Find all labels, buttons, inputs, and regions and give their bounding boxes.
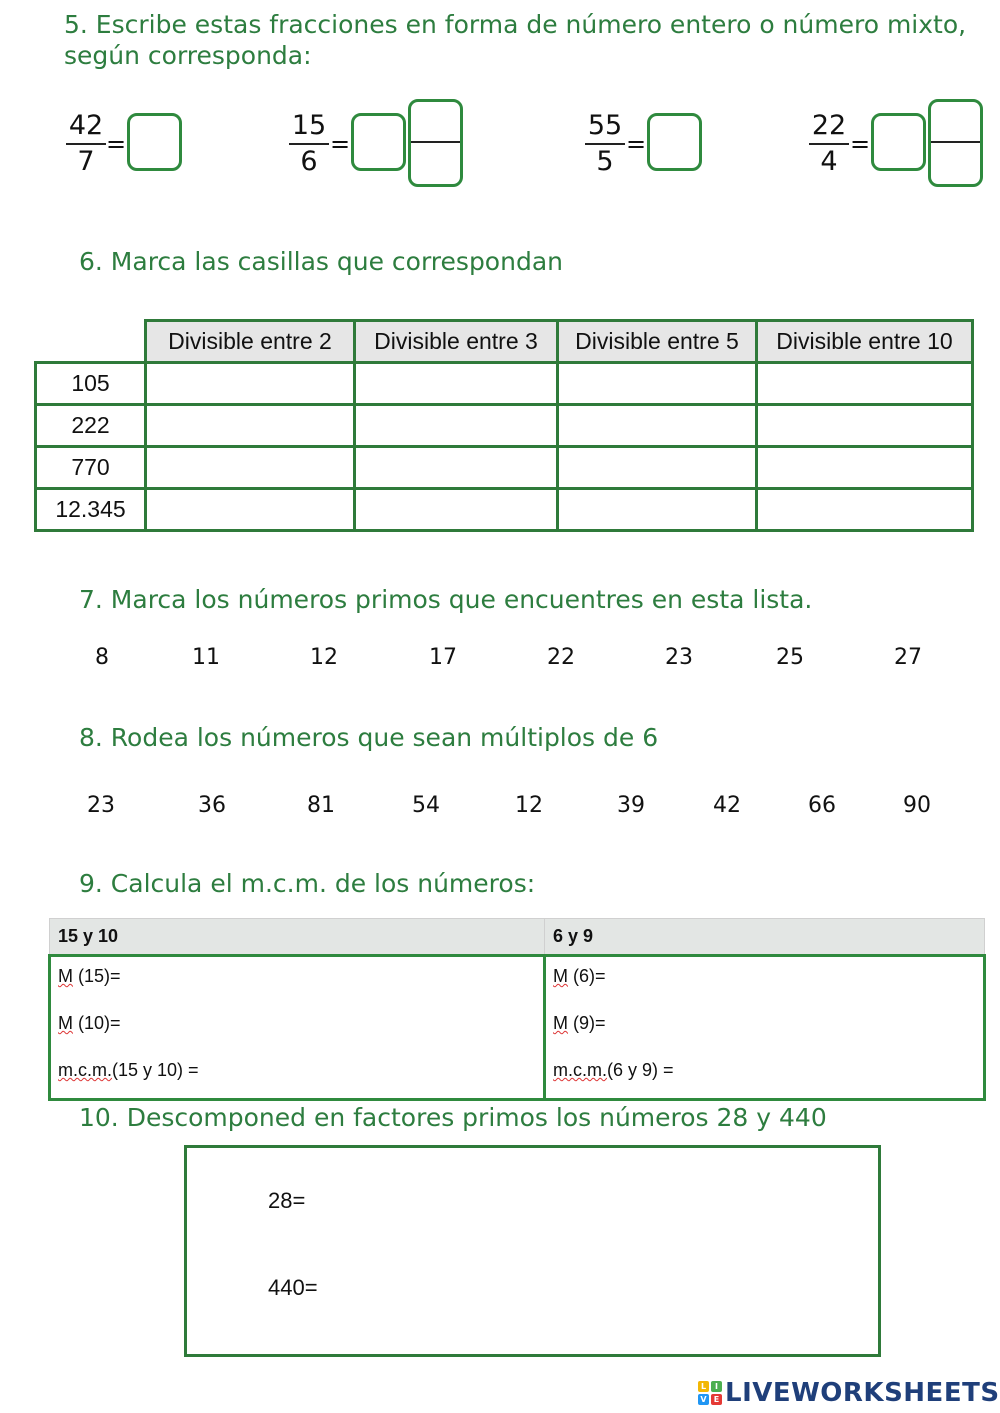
fraction-numerator: 22 [809,111,849,145]
factor-440-label: 440= [268,1275,318,1300]
prime-candidate[interactable]: 17 [429,645,457,670]
equals-sign: = [850,130,871,158]
row-label: 105 [36,363,146,405]
logo-tile: L [698,1381,709,1392]
multiple-candidate[interactable]: 81 [307,793,335,818]
fraction-numerator: 55 [585,111,625,145]
s7-heading: 7. Marca los números primos que encuentres en esta lista. [79,585,813,614]
prime-candidate[interactable]: 22 [547,645,575,670]
checkbox-cell[interactable] [355,489,558,531]
answer-box-fraction[interactable] [928,99,983,187]
table-corner-cell [36,321,146,363]
mcm-header-6-9: 6 y 9 [545,919,985,956]
checkbox-cell[interactable] [558,489,757,531]
multiple-candidate[interactable]: 36 [198,793,226,818]
header-divisible-2: Divisible entre 2 [146,321,355,363]
label-rest: (6 y 9) = [607,1060,674,1080]
header-divisible-10: Divisible entre 10 [757,321,973,363]
multiple-candidate[interactable]: 42 [713,793,741,818]
mcm-cell-15-10[interactable] [50,956,545,1100]
answer-box-whole[interactable] [647,113,702,171]
label-m: M [58,966,73,986]
label-mcm: m.c.m. [553,1060,607,1080]
label-rest: (15 y 10) = [112,1060,199,1080]
prime-candidate[interactable]: 27 [894,645,922,670]
s5-heading-line1: 5. Escribe estas fracciones en forma de número entero o número mixto, [64,10,967,39]
mcm-header-15-10: 15 y 10 [50,919,545,956]
prime-candidate[interactable]: 12 [310,645,338,670]
logo-tile: I [711,1381,722,1392]
divisibility-table [34,319,974,532]
checkbox-cell[interactable] [757,489,973,531]
fraction-denominator: 5 [596,146,614,177]
prime-candidate[interactable]: 11 [192,645,220,670]
checkbox-cell[interactable] [146,489,355,531]
mcm-result-line[interactable] [553,1051,976,1098]
table-header-row [36,321,973,363]
fraction-denominator: 6 [300,146,318,177]
fraction-denominator: 4 [820,146,838,177]
label-mcm: m.c.m. [58,1060,112,1080]
s10-heading: 10. Descomponed en factores primos los números 28 y 440 [79,1103,827,1132]
s8-heading: 8. Rodea los números que sean múltiplos de 6 [79,723,659,752]
label-rest: (6)= [568,966,606,986]
checkbox-cell[interactable] [558,405,757,447]
equals-sign: = [106,130,127,158]
multiples-line[interactable] [553,1004,976,1051]
checkbox-cell[interactable] [355,405,558,447]
row-label: 222 [36,405,146,447]
checkbox-cell[interactable] [146,363,355,405]
checkbox-cell[interactable] [146,447,355,489]
checkbox-cell[interactable] [757,405,973,447]
fraction-bar [931,141,980,143]
multiples-line[interactable] [58,957,536,1004]
label-m: M [553,966,568,986]
fraction-22-4 [809,111,849,177]
multiples-line[interactable] [58,1004,536,1051]
s6-heading: 6. Marca las casillas que correspondan [79,247,563,276]
prime-number-list [0,645,1000,675]
multiple-candidate[interactable]: 12 [515,793,543,818]
checkbox-cell[interactable] [757,363,973,405]
logo-tile: E [711,1394,722,1405]
table-row [36,447,973,489]
checkbox-cell[interactable] [146,405,355,447]
checkbox-cell[interactable] [355,363,558,405]
label-m: M [553,1013,568,1033]
checkbox-cell[interactable] [355,447,558,489]
label-rest: (15)= [73,966,121,986]
factorization-box[interactable] [184,1145,881,1357]
multiple-candidate[interactable]: 90 [903,793,931,818]
mcm-body-row [50,956,985,1100]
table-row [36,363,973,405]
fraction-15-6 [289,111,329,177]
answer-box-whole[interactable] [871,113,926,171]
multiple-candidate[interactable]: 23 [87,793,115,818]
multiple-candidate[interactable]: 66 [808,793,836,818]
row-label: 12.345 [36,489,146,531]
fraction-denominator: 7 [77,146,95,177]
logo-tile: V [698,1394,709,1405]
checkbox-cell[interactable] [757,447,973,489]
logo-mark-icon [698,1381,722,1405]
label-rest: (10)= [73,1013,121,1033]
header-divisible-3: Divisible entre 3 [355,321,558,363]
logo-text: LIVEWORKSHEETS [725,1378,1000,1408]
label-m: M [58,1013,73,1033]
factor-28-label: 28= [268,1188,306,1213]
mcm-header-row [50,919,985,956]
answer-box-whole[interactable] [127,113,182,171]
equals-sign: = [330,130,351,158]
fraction-bar [411,141,460,143]
mcm-table [48,918,986,1101]
mcm-result-line[interactable] [58,1051,536,1098]
table-row [36,489,973,531]
row-label: 770 [36,447,146,489]
label-rest: (9)= [568,1013,606,1033]
fraction-42-7 [66,111,106,177]
checkbox-cell[interactable] [558,447,757,489]
prime-candidate[interactable]: 8 [95,645,109,670]
multiple-candidate[interactable]: 39 [617,793,645,818]
multiple-number-list [0,793,1000,823]
s5-heading-line2: según corresponda: [64,41,312,70]
prime-candidate[interactable]: 25 [776,645,804,670]
s9-heading: 9. Calcula el m.c.m. de los números: [79,869,536,898]
checkbox-cell[interactable] [558,363,757,405]
fraction-numerator: 42 [66,111,106,145]
fraction-numerator: 15 [289,111,329,145]
mcm-cell-6-9[interactable] [545,956,985,1100]
liveworksheets-logo [698,1378,1000,1408]
answer-box-whole[interactable] [351,113,406,171]
table-row [36,405,973,447]
fraction-55-5 [585,111,625,177]
answer-box-fraction[interactable] [408,99,463,187]
multiples-line[interactable] [553,957,976,1004]
equals-sign: = [626,130,647,158]
prime-candidate[interactable]: 23 [665,645,693,670]
multiple-candidate[interactable]: 54 [412,793,440,818]
header-divisible-5: Divisible entre 5 [558,321,757,363]
